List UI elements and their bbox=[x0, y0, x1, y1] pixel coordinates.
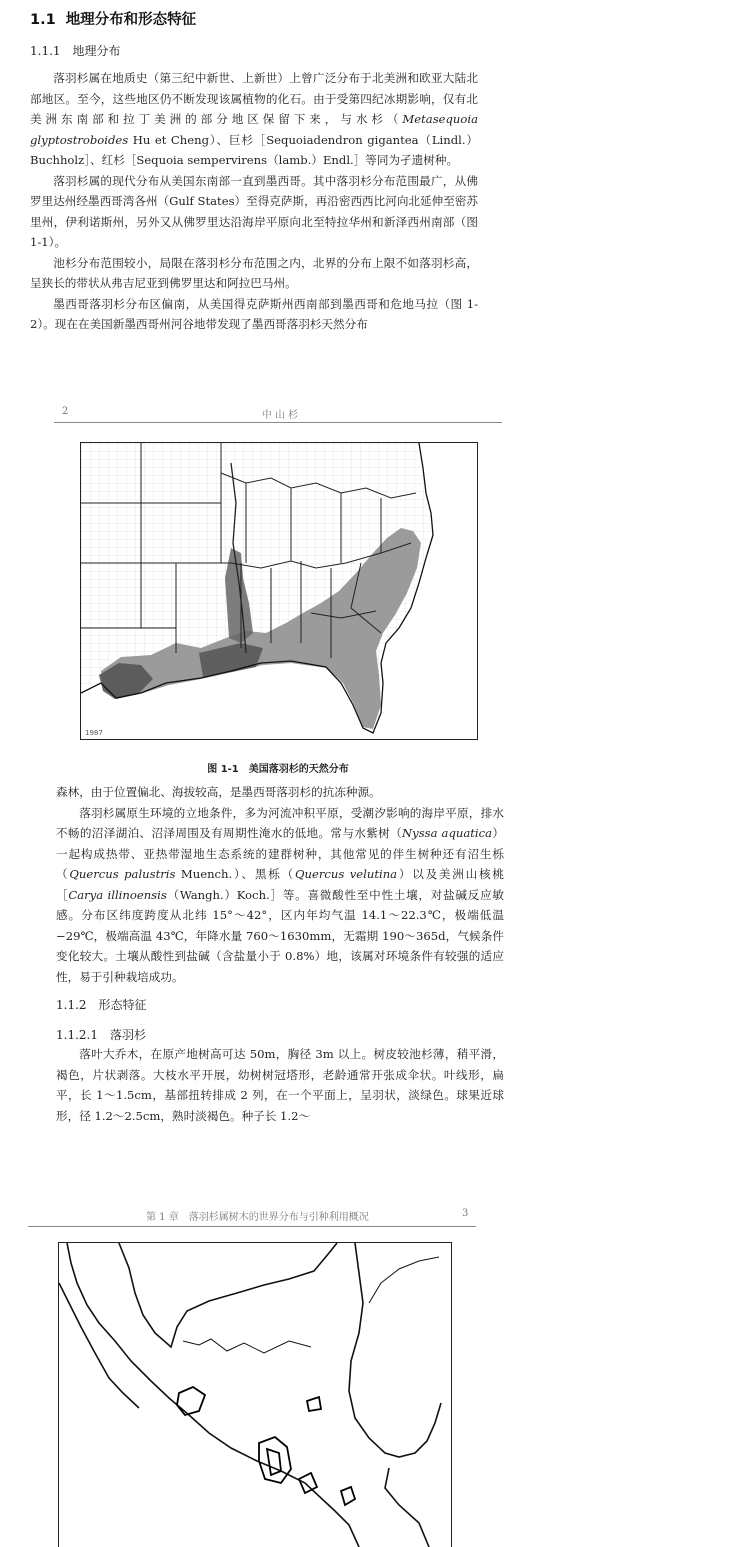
gulf-coast bbox=[349, 1243, 441, 1457]
figure-number: 图 1-1 bbox=[207, 764, 239, 775]
subsubsection-heading-species bbox=[56, 1026, 146, 1043]
subsection-title: 地理分布 bbox=[72, 44, 121, 58]
us-mexico-border bbox=[119, 1243, 337, 1347]
chapter-running-title: 第 1 章 落羽杉属树木的世界分布与引种利用概况 bbox=[146, 1212, 369, 1223]
text-block-3 bbox=[56, 1044, 504, 1126]
paragraph-description: 落叶大乔木，在原产地树高可达 50m，胸径 3m 以上。树皮较池杉薄，稍平滑，褐色，片状剥落。大枝水平开展，幼树树冠塔形，老龄通常开张成伞状。叶线形，扁平，长 1～1.5cm，基部扭转排成 2 列，在一个平面上，呈羽状，淡绿色。球果近球形，径 1.2～2.5cm，熟时淡褐色。种子长 1.2～ bbox=[56, 1047, 504, 1123]
paragraph-habitat: 落羽杉属原生环境的立地条件，多为河流冲积平原，受潮汐影响的海岸平原，排水不畅的沼泽湖泊、沼泽周围及有周期性淹水的低地。常与水紫树（Nyssa aquatica）一起构成热带、亚热带湿地生态系统的建群树种，其他常见的伴生树种还有沼生栎（Quercus palustris Muench.）、黑栎（Quercus velutina）以及美洲山核桃［Carya illinoensis（Wangh.）Koch.］等。喜微酸性至中性土壤，对盐碱反应敏感。分布区纬度跨度从北纬 15°～42°，区内年均气温 14.1～22.3℃，极端低温 −29℃，极端高温 43℃，年降水量 760～1630mm，无霜期 190～365d，气候条件变化较大。土壤从酸性到盐碱（含盐量小于 0.8%）地，该属对环境条件有较强的适应性，易于引种栽培成功。 bbox=[56, 805, 505, 984]
us-distribution-map bbox=[80, 442, 478, 740]
paragraph-pond-cypress: 池杉分布范围较小，局限在落羽杉分布范围之内，北界的分布上限不如落羽杉高，呈狭长的带状从弗吉尼亚到佛罗里达和阿拉巴马州。 bbox=[30, 255, 478, 290]
subsection-number: 1.1.1 bbox=[30, 44, 61, 58]
paragraph-modern-distribution: 落羽杉属的现代分布从美国东南部一直到墨西哥。其中落羽杉分布范围最广，从佛罗里达州经墨西哥湾各州（Gulf States）至得克萨斯，再沿密西西比河向北延伸至密苏里州，伊利诺斯州，另外又从佛罗里达沿海岸平原向北至特拉华州和新泽西州南部（图 1-1）。 bbox=[30, 173, 478, 249]
species-name: Quercus velutina bbox=[295, 867, 398, 881]
mexico-map-svg bbox=[59, 1243, 451, 1547]
section-title: 地理分布和形态特征 bbox=[65, 12, 197, 28]
page-number: 3 bbox=[462, 1208, 469, 1219]
baja-california bbox=[59, 1283, 139, 1408]
figure-caption-text: 美国落羽杉的天然分布 bbox=[248, 764, 349, 775]
subsection-title: 形态特征 bbox=[98, 998, 147, 1012]
text-block-1 bbox=[30, 68, 478, 335]
paragraph-continuation: 森林，由于位置偏北、海拔较高，是墨西哥落羽杉的抗冻种源。 bbox=[56, 785, 381, 799]
text-block-2 bbox=[56, 782, 504, 987]
mexico-distribution-map bbox=[58, 1242, 452, 1547]
subsection-heading-morph bbox=[56, 996, 147, 1013]
paragraph-relict: 落羽杉属在地质史（第三纪中新世、上新世）上曾广泛分布于北美洲和欧亚大陆北部地区。至今，这些地区仍不断发现该属植物的化石。由于受第四纪冰期影响，仅有北美洲东南部和拉丁美洲的部分地区保留下来，与水杉（Metasequoia glyptostroboides Hu et Cheng）、巨杉［Sequoiadendron gigantea（Lindl.）Buchholz］、红杉［Sequoia sempervirens（lamb.）Endl.］等同为孑遗树种。 bbox=[30, 71, 478, 167]
distribution-patches bbox=[177, 1387, 355, 1505]
subsection-heading-geo bbox=[30, 42, 121, 59]
species-name: Metasequoia glyptostroboides bbox=[30, 112, 478, 147]
us-gulf-coast bbox=[369, 1257, 439, 1303]
interior-border bbox=[183, 1339, 311, 1353]
subsubsection-number: 1.1.2.1 bbox=[56, 1028, 98, 1042]
running-title: 中 山 杉 bbox=[261, 410, 299, 421]
paragraph-mexican-cypress: 墨西哥落羽杉分布区偏南，从美国得克萨斯州西南部到墨西哥和危地马拉（图 1-2）。现在在美国新墨西哥州河谷地带发现了墨西哥落羽杉天然分布 bbox=[30, 296, 478, 331]
figure-caption-1 bbox=[80, 760, 476, 775]
page-number: 2 bbox=[62, 406, 69, 417]
species-name: Nyssa aquatica bbox=[402, 826, 493, 840]
species-name: Quercus palustris bbox=[69, 867, 176, 881]
section-heading bbox=[30, 8, 196, 29]
map-corner-label: 1987 bbox=[85, 729, 103, 737]
us-map-svg bbox=[81, 443, 477, 739]
header-rule bbox=[28, 1226, 476, 1227]
subsubsection-title: 落羽杉 bbox=[109, 1028, 146, 1042]
yucatan-coast bbox=[385, 1468, 429, 1547]
header-rule bbox=[54, 422, 502, 423]
species-name: Carya illinoensis bbox=[68, 887, 167, 902]
subsection-number: 1.1.2 bbox=[56, 998, 87, 1012]
mexico-pacific-coast bbox=[67, 1243, 359, 1547]
section-number: 1.1 bbox=[30, 12, 56, 28]
